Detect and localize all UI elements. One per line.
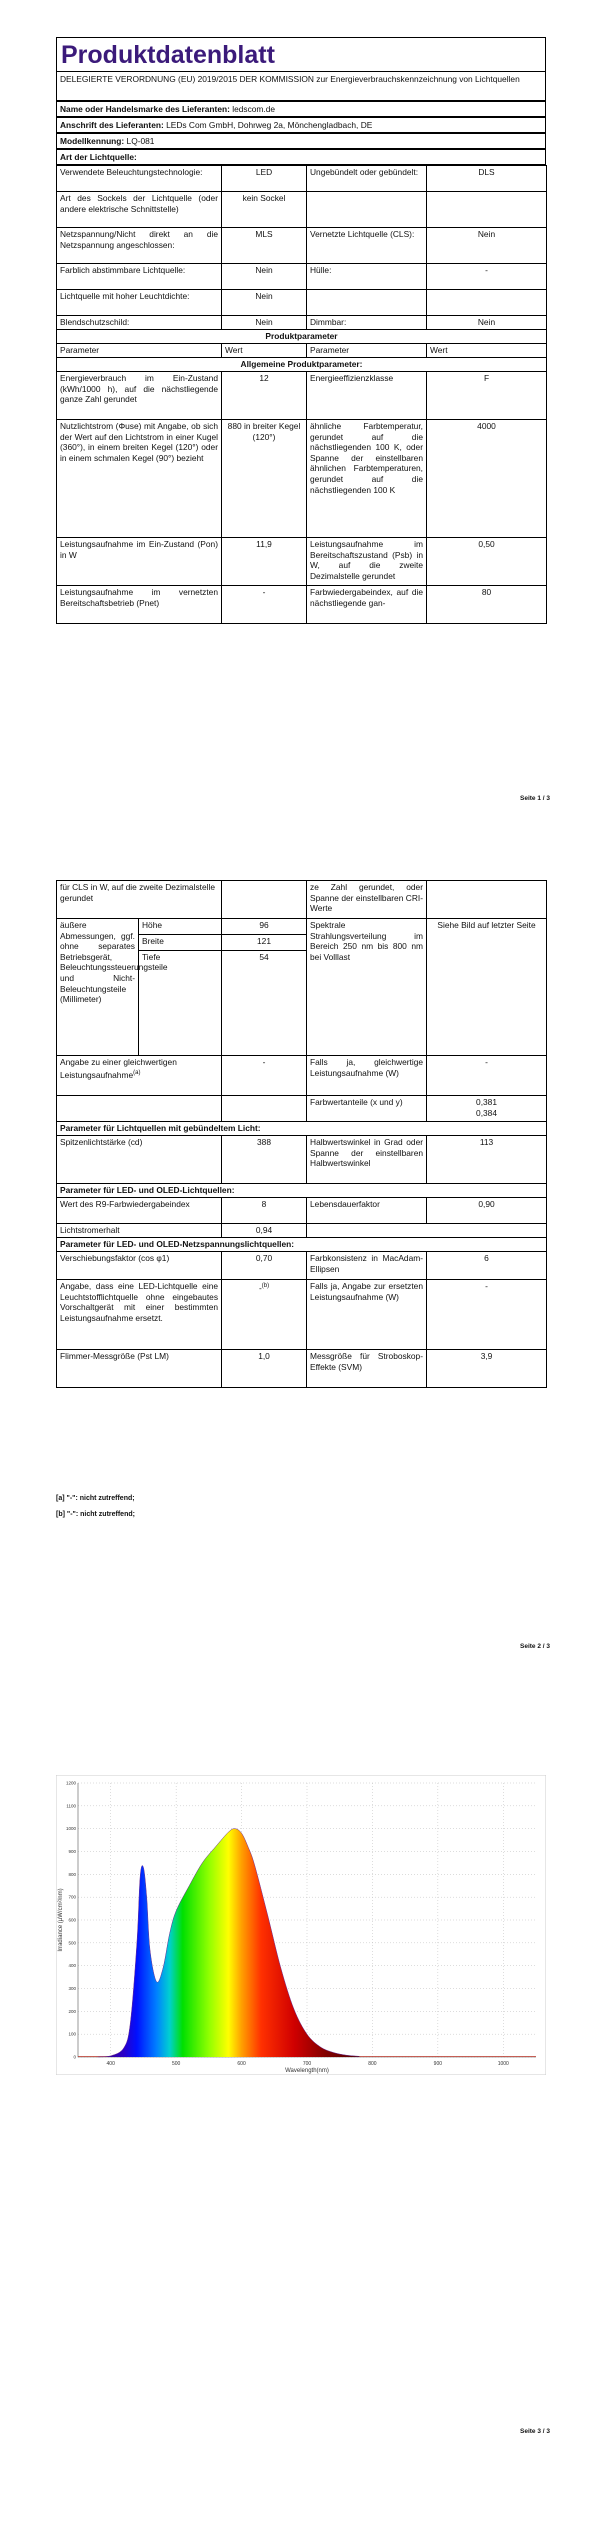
param-row	[57, 1350, 547, 1388]
type-value: kein Sockel	[222, 192, 307, 228]
param-label: Leistungsaufnahme im Ein-Zustand (Pon) in W	[57, 538, 222, 586]
regulation-text: DELEGIERTE VERORDNUNG (EU) 2019/2015 DER KOMMISSION zur Energieverbrauchskennzeichnung von Lichtquellen	[56, 71, 546, 101]
bundled-header: Parameter für Lichtquellen mit gebündeltem Licht:	[57, 1122, 547, 1136]
section-header-row	[57, 1238, 547, 1252]
param-label: ze Zahl gerundet, oder Spanne der einstellbaren CRI-Werte	[307, 881, 427, 919]
y-tick-label: 100	[68, 2031, 76, 2037]
width-label: Breite	[139, 935, 222, 951]
footnote-ref: (a)	[133, 1069, 141, 1076]
dimensions-label: äußere Abmessungen, ggf. ohne separates Betriebsgerät, Beleuchtungssteuerungsteile und Nicht-Beleuchtungsteile (Millimeter)	[57, 919, 139, 1056]
r9-label: Wert des R9-Farbwiedergabeindex	[57, 1198, 222, 1224]
param-value: -	[222, 586, 307, 624]
life-label: Lebensdauerfaktor	[307, 1198, 427, 1224]
param-value	[222, 881, 307, 919]
maint-label: Lichtstromerhalt	[57, 1224, 222, 1238]
flicker-value: 1,0	[222, 1350, 307, 1388]
type-value: Nein	[222, 290, 307, 316]
equiv-right-label: Falls ja, gleichwertige Leistungsaufnahme (W)	[307, 1056, 427, 1096]
x-tick-label: 500	[171, 2061, 181, 2067]
param-label: Farbwiedergabeindex, auf die nächstliegende gan-	[307, 586, 427, 624]
type-value: Nein	[427, 228, 547, 264]
y-tick-label: 400	[68, 1963, 76, 1969]
chroma-label: Farbwertanteile (x und y)	[307, 1096, 427, 1122]
param-row	[57, 420, 547, 538]
product-params-header: Produktparameter	[57, 330, 547, 344]
peak-value: 388	[222, 1136, 307, 1184]
type-table	[56, 165, 547, 624]
x-tick-label: 1000	[497, 2061, 509, 2067]
r9-value: 8	[222, 1198, 307, 1224]
x-tick-label: 400	[106, 2061, 115, 2067]
model-row	[56, 133, 546, 149]
equiv-label	[57, 1056, 222, 1096]
depth-value: 54	[222, 951, 307, 1056]
param-label: Nutzlichtstrom (Φuse) mit Angabe, ob sich der Wert auf den Lichtstrom in einer Kugel (360°), in einem breiten Kegel (120°) oder in einem schmalen Kegel (90°) bezieht	[57, 420, 222, 538]
type-value: Nein	[222, 316, 307, 330]
beam-label: Halbwertswinkel in Grad oder Spanne der einstellbaren Halbwertswinkel	[307, 1136, 427, 1184]
param-label: ähnliche Farbtemperatur, gerundet auf die nächstliegenden 100 K, oder Spanne der einstellbaren ähnlichen Farbtemperaturen, gerundet auf die nächstliegenden 100 K	[307, 420, 427, 538]
type-label: Hülle:	[307, 264, 427, 290]
empty-cell	[222, 1096, 307, 1122]
maint-value: 0,94	[222, 1224, 307, 1238]
led-header: Parameter für LED- und OLED-Lichtquellen:	[57, 1184, 547, 1198]
model-label: Modellkennung:	[60, 136, 125, 146]
macadam-label: Farbkonsistenz in MacAdam-Ellipsen	[307, 1252, 427, 1280]
param-value: 880 in breiter Kegel (120°)	[222, 420, 307, 538]
type-label: Vernetzte Lichtquelle (CLS):	[307, 228, 427, 264]
type-label: Netzspannung/Nicht direkt an die Netzspannung angeschlossen:	[57, 228, 222, 264]
x-tick-label: 800	[368, 2061, 377, 2067]
y-tick-label: 0	[73, 2054, 76, 2060]
param-row	[57, 538, 547, 586]
supplier-address: LEDs Com GmbH, Dohrweg 2a, Mönchengladbach, DE	[166, 120, 373, 130]
section-header-row	[57, 1122, 547, 1136]
param-row	[57, 586, 547, 624]
chroma-y: 0,384	[476, 1107, 497, 1118]
page-footer: Seite 3 / 3	[520, 2428, 550, 2435]
footnote-b: [b] "-": nicht zutreffend;	[56, 1511, 135, 1518]
param-value: 11,9	[222, 538, 307, 586]
type-value: MLS	[222, 228, 307, 264]
type-row	[57, 264, 547, 290]
svm-value: 3,9	[427, 1350, 547, 1388]
replace-right-value: -	[427, 1280, 547, 1350]
y-tick-label: 900	[68, 1849, 76, 1854]
flicker-label: Flimmer-Messgröße (Pst LM)	[57, 1350, 222, 1388]
x-tick-label: 700	[302, 2061, 312, 2067]
type-value: LED	[222, 166, 307, 192]
param-label: Energieverbrauch im Ein-Zustand (kWh/1000 h), auf die nächstliegende ganze Zahl gerundet	[57, 372, 222, 420]
supplier-name-label: Name oder Handelsmarke des Lieferanten:	[60, 104, 230, 114]
x-axis-label: Wavelength(nm)	[285, 2068, 329, 2074]
type-value: -	[427, 264, 547, 290]
equiv-right-value: -	[427, 1056, 547, 1096]
type-label: Verwendete Beleuchtungstechnologie:	[57, 166, 222, 192]
type-label: Farblich abstimmbare Lichtquelle:	[57, 264, 222, 290]
general-params-header: Allgemeine Produktparameter:	[57, 358, 547, 372]
type-label: Ungebündelt oder gebündelt:	[307, 166, 427, 192]
width-value: 121	[222, 935, 307, 951]
replace-label: Angabe, dass eine LED-Lichtquelle eine Leuchtstofflichtquelle ohne eingebautes Vorschaltgerät mit einer bestimmten Leistungsaufnahme ersetzt.	[57, 1280, 222, 1350]
y-tick-label: 1200	[65, 1780, 76, 1786]
param-row	[57, 881, 547, 919]
param-value: 0,50	[427, 538, 547, 586]
param-row	[57, 1252, 547, 1280]
beam-value: 113	[427, 1136, 547, 1184]
type-label: Blendschutzschild:	[57, 316, 222, 330]
param-row	[57, 1056, 547, 1096]
x-tick-label: 600	[237, 2061, 246, 2067]
spectral-label: Spektrale Strahlungsverteilung im Bereich 250 nm bis 800 nm bei Volllast	[307, 919, 427, 1056]
general-params-header-row	[57, 358, 547, 372]
empty-cell	[57, 1096, 222, 1122]
page-1	[0, 0, 595, 880]
type-value	[427, 290, 547, 316]
spectrum-chart	[56, 1775, 546, 2075]
cos-value: 0,70	[222, 1252, 307, 1280]
footnote-ref: (b)	[261, 1283, 270, 1289]
type-value: Nein	[427, 316, 547, 330]
chroma-value	[427, 1096, 547, 1122]
supplier-name-row	[56, 101, 546, 117]
y-tick-label: 1100	[66, 1803, 76, 1809]
type-label	[307, 192, 427, 228]
cos-label: Verschiebungsfaktor (cos φ1)	[57, 1252, 222, 1280]
page-title: Produktdatenblatt	[56, 37, 546, 71]
footnote-a: [a] "-": nicht zutreffend;	[56, 1495, 135, 1502]
type-value: DLS	[427, 166, 547, 192]
type-label: Art des Sockels der Lichtquelle (oder andere elektrische Schnittstelle)	[57, 192, 222, 228]
type-value	[427, 192, 547, 228]
replace-right-label: Falls ja, Angabe zur ersetzten Leistungsaufnahme (W)	[307, 1280, 427, 1350]
y-tick-label: 800	[68, 1871, 76, 1877]
param-row	[57, 372, 547, 420]
page-3	[0, 1700, 595, 2526]
equiv-value: -	[222, 1056, 307, 1096]
page-footer: Seite 1 / 3	[520, 795, 550, 802]
type-row	[57, 316, 547, 330]
y-tick-label: 600	[68, 1917, 76, 1923]
y-axis-label: Irradiance (µW/cm²/nm)	[58, 1888, 64, 1952]
param-row	[57, 919, 547, 935]
param-row	[57, 1096, 547, 1122]
col-header-value: Wert	[222, 344, 307, 358]
model-id: LQ-081	[126, 136, 155, 146]
supplier-name: ledscom.de	[232, 104, 276, 114]
param-value: 12	[222, 372, 307, 420]
type-row	[57, 192, 547, 228]
type-row	[57, 228, 547, 264]
param-row	[57, 1136, 547, 1184]
param-value: 80	[427, 586, 547, 624]
type-header: Art der Lichtquelle:	[56, 149, 546, 165]
param-row	[57, 1224, 547, 1238]
replace-value	[222, 1280, 307, 1350]
x-tick-label: 900	[433, 2061, 443, 2067]
type-label	[307, 290, 427, 316]
type-row	[57, 290, 547, 316]
param-value: F	[427, 372, 547, 420]
supplier-address-row	[56, 117, 546, 133]
param-label: Leistungsaufnahme im vernetzten Bereitschaftsbetrieb (Pnet)	[57, 586, 222, 624]
type-value: Nein	[222, 264, 307, 290]
peak-label: Spitzenlichtstärke (cd)	[57, 1136, 222, 1184]
replace-value-text: -	[258, 1282, 262, 1293]
y-tick-label: 200	[68, 2008, 76, 2014]
section-header-row	[57, 1184, 547, 1198]
param-label: Energieeffizienzklasse	[307, 372, 427, 420]
type-row	[57, 166, 547, 192]
equiv-label-text: Angabe zu einer gleichwertigen Leistungsaufnahme	[60, 1057, 177, 1080]
params-table-continued	[56, 880, 547, 1388]
col-header-value: Wert	[427, 344, 547, 358]
depth-label: Tiefe	[139, 951, 222, 1056]
empty-cell	[307, 1224, 547, 1238]
col-header-param: Parameter	[57, 344, 222, 358]
param-value: 4000	[427, 420, 547, 538]
y-tick-label: 1000	[65, 1826, 76, 1832]
product-params-header-row	[57, 330, 547, 344]
page-footer: Seite 2 / 3	[520, 1643, 550, 1650]
spectral-value: Siehe Bild auf letzter Seite	[427, 919, 547, 1056]
mains-header: Parameter für LED- und OLED-Netzspannungslichtquellen:	[57, 1238, 547, 1252]
param-label: Leistungsaufnahme im Bereitschaftszustand (Psb) in W, auf die zweite Dezimalstelle gerundet	[307, 538, 427, 586]
column-header-row	[57, 344, 547, 358]
type-label: Dimmbar:	[307, 316, 427, 330]
page-2	[0, 880, 595, 1700]
height-value: 96	[222, 919, 307, 935]
param-value	[427, 881, 547, 919]
y-tick-label: 700	[68, 1894, 76, 1900]
life-value: 0,90	[427, 1198, 547, 1224]
height-label: Höhe	[139, 919, 222, 935]
param-row	[57, 1280, 547, 1350]
svm-label: Messgröße für Stroboskop-Effekte (SVM)	[307, 1350, 427, 1388]
param-label: für CLS in W, auf die zweite Dezimalstelle gerundet	[57, 881, 222, 919]
y-tick-label: 500	[68, 1940, 76, 1946]
param-row	[57, 1198, 547, 1224]
col-header-param: Parameter	[307, 344, 427, 358]
macadam-value: 6	[427, 1252, 547, 1280]
chroma-x: 0,381	[476, 1097, 497, 1107]
type-label: Lichtquelle mit hoher Leuchtdichte:	[57, 290, 222, 316]
y-tick-label: 300	[68, 1986, 76, 1991]
supplier-address-label: Anschrift des Lieferanten:	[60, 120, 164, 130]
